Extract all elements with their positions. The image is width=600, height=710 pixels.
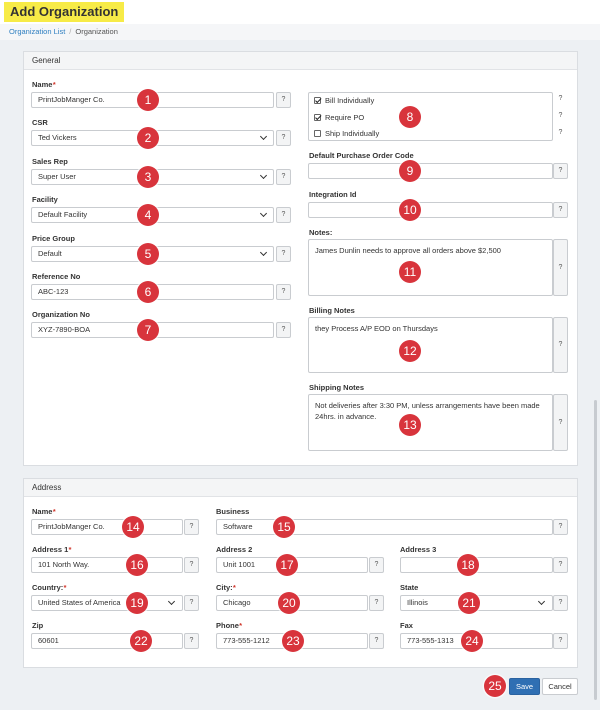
- breadcrumb: Organization List / Organization: [0, 24, 600, 40]
- breadcrumb-organization: Organization: [75, 27, 118, 36]
- fax-input[interactable]: 773-555-1313: [400, 633, 553, 649]
- reference-no-help-button[interactable]: ?: [276, 284, 291, 300]
- annotation-badge: 6: [137, 281, 159, 303]
- annotation-badge: 17: [276, 554, 298, 576]
- annotation-badge: 22: [130, 630, 152, 652]
- annotation-badge: 10: [399, 199, 421, 221]
- billing-notes-textarea[interactable]: they Process A/P EOD on Thursdays: [308, 317, 553, 373]
- sales-rep-select[interactable]: Super User: [31, 169, 274, 185]
- annotation-badge: 11: [399, 261, 421, 283]
- business-label: Business: [216, 507, 250, 516]
- scrollbar[interactable]: [594, 400, 597, 700]
- general-panel-header: General: [24, 52, 577, 70]
- bill-individually-help-button[interactable]: ?: [558, 95, 563, 102]
- reference-no-input[interactable]: ABC-123: [31, 284, 274, 300]
- annotation-badge: 1: [137, 89, 159, 111]
- address-panel-header: Address: [24, 479, 577, 497]
- page-title: Add Organization: [4, 2, 124, 22]
- name-input[interactable]: PrintJobManger Co.: [31, 92, 274, 108]
- annotation-badge: 24: [461, 630, 483, 652]
- city-input[interactable]: Chicago: [216, 595, 368, 611]
- state-select[interactable]: Illinois: [400, 595, 553, 611]
- require-po-help-button[interactable]: ?: [558, 112, 563, 119]
- ship-individually-checkbox[interactable]: Ship Individually: [314, 129, 379, 138]
- phone-input[interactable]: 773-555-1212: [216, 633, 368, 649]
- address3-help-button[interactable]: ?: [553, 557, 568, 573]
- price-group-select[interactable]: Default: [31, 246, 274, 262]
- address1-label: Address 1*: [32, 545, 72, 554]
- facility-label: Facility: [32, 195, 58, 204]
- state-label: State: [400, 583, 419, 592]
- zip-label: Zip: [32, 621, 44, 630]
- address2-input[interactable]: Unit 1001: [216, 557, 368, 573]
- annotation-badge: 9: [399, 160, 421, 182]
- annotation-badge: 5: [137, 243, 159, 265]
- annotation-badge: 12: [399, 340, 421, 362]
- integration-id-input[interactable]: [308, 202, 553, 218]
- default-po-code-label: Default Purchase Order Code: [309, 151, 414, 160]
- address2-label: Address 2: [216, 545, 253, 554]
- sales-rep-label: Sales Rep: [32, 157, 68, 166]
- annotation-badge: 16: [126, 554, 148, 576]
- billing-notes-help-button[interactable]: ?: [553, 317, 568, 373]
- notes-label: Notes:: [309, 228, 333, 237]
- checkbox-unchecked-icon: [314, 130, 321, 137]
- zip-input[interactable]: 60601: [31, 633, 183, 649]
- facility-select[interactable]: Default Facility: [31, 207, 274, 223]
- organization-no-label: Organization No: [32, 310, 90, 319]
- integration-id-label: Integration Id: [309, 190, 357, 199]
- country-label: Country:*: [32, 583, 67, 592]
- ship-individually-help-button[interactable]: ?: [558, 129, 563, 136]
- address-name-input[interactable]: PrintJobManger Co.: [31, 519, 183, 535]
- business-help-button[interactable]: ?: [553, 519, 568, 535]
- reference-no-label: Reference No: [32, 272, 81, 281]
- zip-help-button[interactable]: ?: [184, 633, 199, 649]
- require-po-checkbox[interactable]: Require PO: [314, 113, 364, 122]
- organization-no-help-button[interactable]: ?: [276, 322, 291, 338]
- annotation-badge: 3: [137, 166, 159, 188]
- address1-help-button[interactable]: ?: [184, 557, 199, 573]
- annotation-badge: 18: [457, 554, 479, 576]
- annotation-badge: 19: [126, 592, 148, 614]
- annotation-badge: 21: [458, 592, 480, 614]
- facility-help-button[interactable]: ?: [276, 207, 291, 223]
- annotation-badge: 20: [278, 592, 300, 614]
- address1-input[interactable]: 101 North Way.: [31, 557, 183, 573]
- address2-help-button[interactable]: ?: [369, 557, 384, 573]
- bill-individually-checkbox[interactable]: Bill Individually: [314, 96, 374, 105]
- annotation-badge: 14: [122, 516, 144, 538]
- fax-label: Fax: [400, 621, 413, 630]
- shipping-notes-help-button[interactable]: ?: [553, 394, 568, 451]
- integration-id-help-button[interactable]: ?: [553, 202, 568, 218]
- shipping-notes-textarea[interactable]: Not deliveries after 3:30 PM, unless arrangements have been made 24hrs. in advance.: [308, 394, 553, 451]
- default-po-code-input[interactable]: [308, 163, 553, 179]
- billing-notes-label: Billing Notes: [309, 306, 355, 315]
- address-name-help-button[interactable]: ?: [184, 519, 199, 535]
- annotation-badge: 2: [137, 127, 159, 149]
- breadcrumb-organization-list[interactable]: Organization List: [9, 27, 66, 36]
- notes-textarea[interactable]: James Dunlin needs to approve all orders above $2,500: [308, 239, 553, 296]
- default-po-code-help-button[interactable]: ?: [553, 163, 568, 179]
- state-help-button[interactable]: ?: [553, 595, 568, 611]
- name-label: Name*: [32, 80, 56, 89]
- csr-help-button[interactable]: ?: [276, 130, 291, 146]
- annotation-badge: 15: [273, 516, 295, 538]
- save-button[interactable]: Save: [509, 678, 540, 695]
- fax-help-button[interactable]: ?: [553, 633, 568, 649]
- page-header: [0, 0, 600, 24]
- checkbox-checked-icon: [314, 97, 321, 104]
- price-group-label: Price Group: [32, 234, 75, 243]
- checkbox-checked-icon: [314, 114, 321, 121]
- city-label: City:*: [216, 583, 236, 592]
- notes-help-button[interactable]: ?: [553, 239, 568, 296]
- address3-label: Address 3: [400, 545, 437, 554]
- country-select[interactable]: United States of America: [31, 595, 183, 611]
- address-name-label: Name*: [32, 507, 56, 516]
- annotation-badge: 7: [137, 319, 159, 341]
- annotation-badge: 23: [282, 630, 304, 652]
- annotation-badge: 25: [484, 675, 506, 697]
- city-help-button[interactable]: ?: [369, 595, 384, 611]
- name-help-button[interactable]: ?: [276, 92, 291, 108]
- shipping-notes-label: Shipping Notes: [309, 383, 364, 392]
- csr-label: CSR: [32, 118, 48, 127]
- phone-label: Phone*: [216, 621, 242, 630]
- cancel-button[interactable]: Cancel: [542, 678, 578, 695]
- business-input[interactable]: Software: [216, 519, 553, 535]
- organization-no-input[interactable]: XYZ-7890-BOA: [31, 322, 274, 338]
- annotation-badge: 8: [399, 106, 421, 128]
- csr-select[interactable]: Ted Vickers: [31, 130, 274, 146]
- country-help-button[interactable]: ?: [184, 595, 199, 611]
- price-group-help-button[interactable]: ?: [276, 246, 291, 262]
- sales-rep-help-button[interactable]: ?: [276, 169, 291, 185]
- annotation-badge: 4: [137, 204, 159, 226]
- annotation-badge: 13: [399, 414, 421, 436]
- phone-help-button[interactable]: ?: [369, 633, 384, 649]
